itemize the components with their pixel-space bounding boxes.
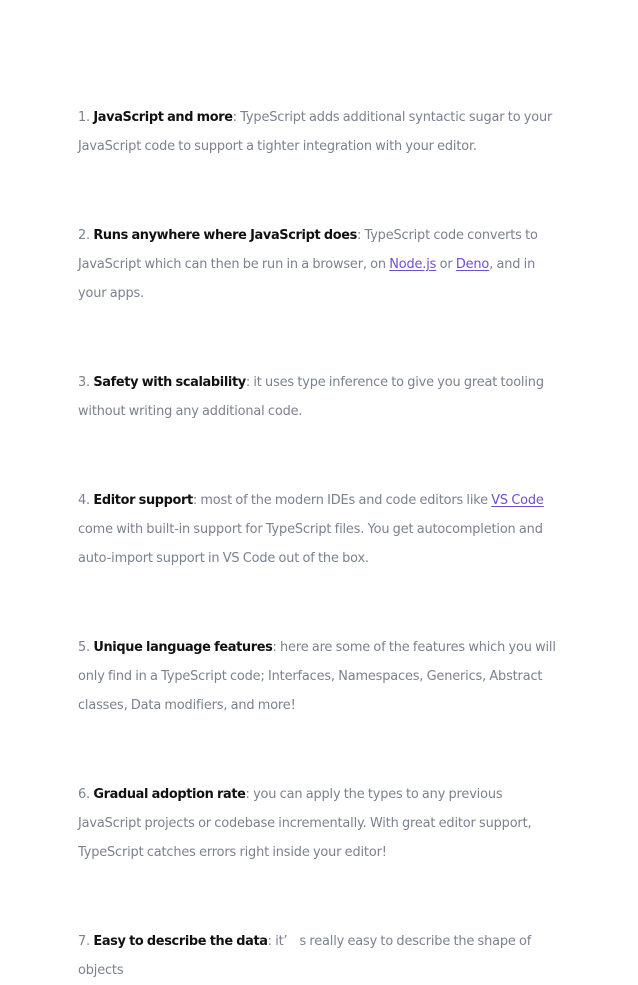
item-text: : you can apply the types to any previous JavaScript projects or codebase incrementally. With great editor support, TypeScript catches errors right inside your editor! [78,787,532,860]
item-text: : TypeScript code converts to JavaScript which can then be run in a browser, on [78,228,538,272]
item-term: Safety with scalability [93,375,246,390]
document-body [78,103,566,985]
item-number: 4. [78,493,90,508]
item-number: 2. [78,228,90,243]
item-number: 5. [78,640,90,655]
item-term: Easy to describe the data [93,934,268,949]
item-text: , and in your apps. [78,257,536,301]
item-text: : here are some of the features which you will only find in a TypeScript code; Interfaces, Namespaces, Generics, Abstract classes, Data modifiers, and more! [78,640,556,713]
item-number: 1. [78,110,90,125]
list-item-7 [78,927,566,985]
item-term: Runs anywhere where JavaScript does [93,228,357,243]
nodejs-link[interactable]: Node.js [389,257,437,272]
item-term: Gradual adoption rate [93,787,246,802]
list-item-5 [78,633,566,720]
vscode-link[interactable]: VS Code [491,493,544,508]
list-item-1 [78,103,566,161]
item-number: 7. [78,934,90,949]
deno-link[interactable]: Deno [455,257,490,272]
item-term: JavaScript and more [93,110,233,125]
item-text: : TypeScript adds additional syntactic sugar to your JavaScript code to support a tighter integration with your editor. [78,110,553,154]
list-item-6 [78,780,566,867]
item-text: s really easy to describe the shape of objects [78,934,532,978]
item-number: 6. [78,787,90,802]
list-item-4 [78,486,566,573]
list-item-3 [78,368,566,426]
item-text: : it’ [267,934,288,949]
item-term: Unique language features [93,640,273,655]
item-text: come with built-in support for TypeScript files. You get autocompletion and auto-import support in VS Code out of the box. [78,522,543,566]
item-term: Editor support [93,493,193,508]
item-text: : most of the modern IDEs and code editors like [192,493,492,508]
item-number: 3. [78,375,90,390]
list-item-2 [78,221,566,308]
item-text: : it uses type inference to give you great tooling without writing any additional code. [78,375,544,419]
item-text: or [436,257,456,272]
